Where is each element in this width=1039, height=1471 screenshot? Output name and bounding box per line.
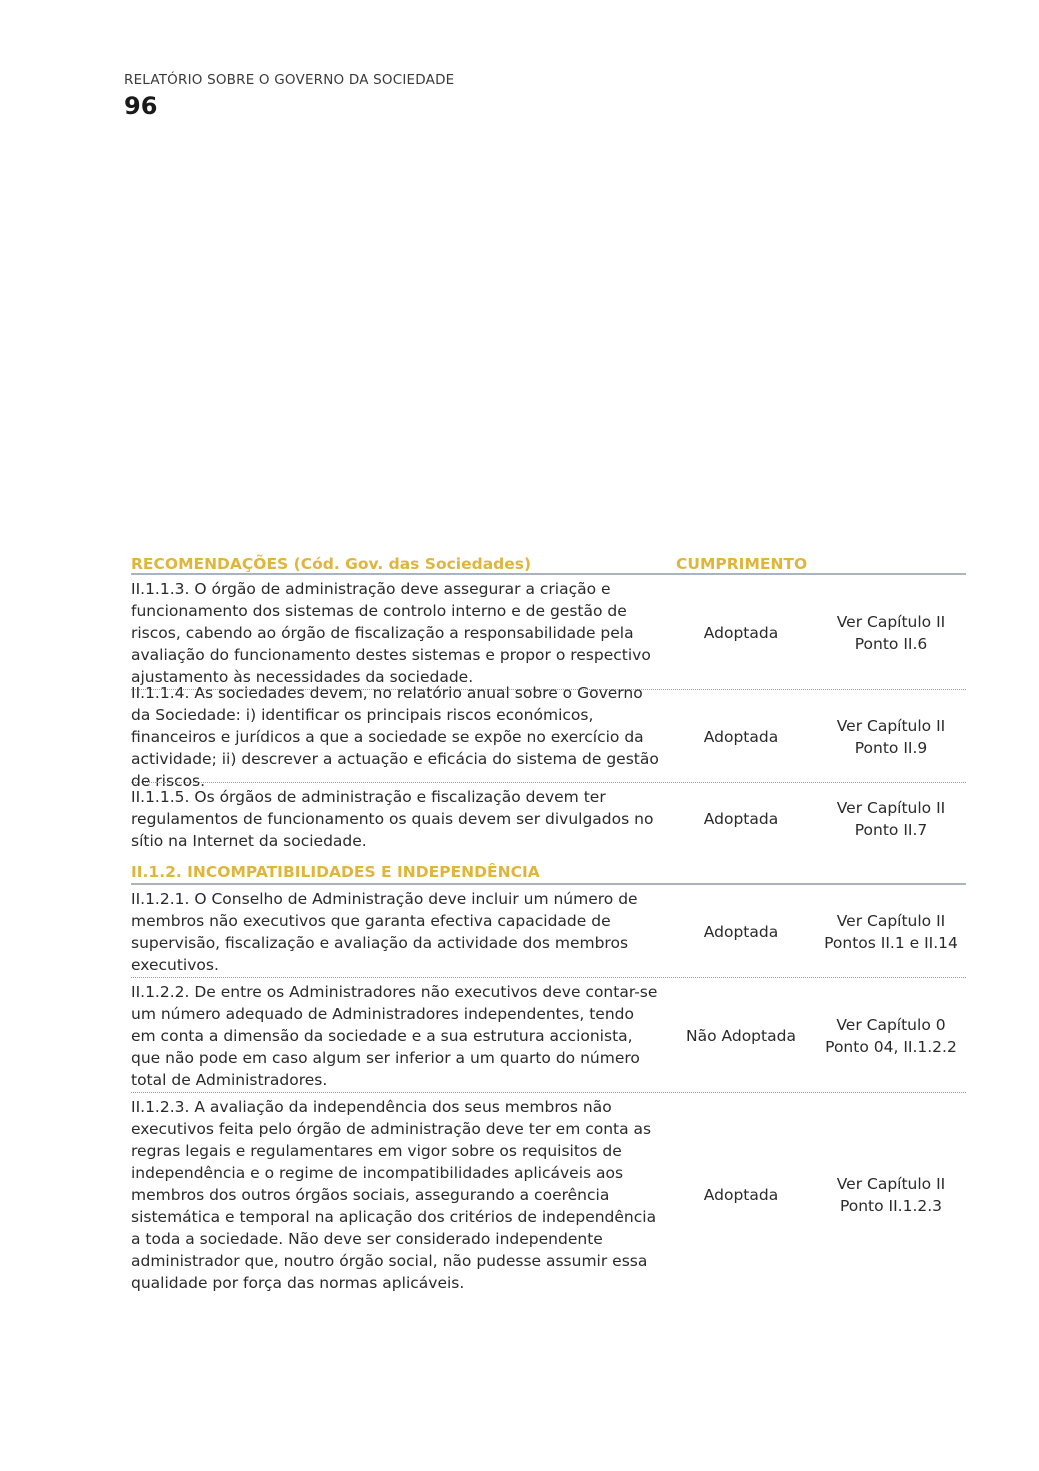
recommendation-text: II.1.1.5. Os órgãos de administração e fiscalização devem ter regulamentos de funcionamento os quais devem ser divulgados no sítio na Internet da sociedade.: [131, 788, 654, 850]
table-header: [131, 548, 966, 575]
table-row: [131, 575, 966, 690]
recommendation-text: II.1.1.4. As sociedades devem, no relatório anual sobre o Governo da Sociedade: i) identificar os principais riscos económicos, financeiros e jurídicos a que a sociedade se expõe no exercício da actividade; ii) descrever a actuação e eficácia do sistema de gestão de riscos.: [131, 683, 659, 790]
chapter-reference: [821, 1014, 961, 1058]
reference-chapter: Ver Capítulo II: [836, 716, 946, 735]
recommendation-text: II.1.2.2. De entre os Administradores não executivos deve contar-se um número adequado de Administradores independentes, tendo em conta a dimensão da sociedade e a sua estrutura accionista, que não pode em caso algum ser inferior a um quarto do número total de Administradores.: [131, 982, 658, 1089]
chapter-reference: [821, 715, 961, 759]
chapter-reference: [821, 1173, 961, 1217]
compliance-status: Não Adoptada: [686, 1026, 796, 1045]
table-row: [131, 683, 966, 790]
reference-point: Ponto 04, II.1.2.2: [825, 1037, 957, 1056]
chapter-reference: [821, 611, 961, 655]
table-row: [131, 978, 966, 1093]
compliance-status: Adoptada: [703, 1186, 779, 1204]
recommendations-table: [131, 548, 966, 1297]
section-title: II.1.2. INCOMPATIBILIDADES E INDEPENDÊNCIA: [131, 855, 966, 885]
reference-chapter: Ver Capítulo II: [836, 1175, 946, 1193]
reference-point: Ponto II.7: [854, 821, 928, 839]
recommendation-text: II.1.1.3. O órgão de administração deve assegurar a criação e funcionamento dos sistemas de controlo interno e de gestão de riscos, cabendo ao órgão de fiscalização a responsabilidade pela avaliação do funcionamento destes sistemas e propor o respectivo ajustamento às necessidades da sociedade.: [131, 579, 651, 686]
reference-chapter: Ver Capítulo II: [836, 911, 946, 930]
reference-chapter: Ver Capítulo II: [836, 612, 946, 631]
compliance-status: Adoptada: [703, 623, 779, 642]
chapter-reference: [821, 910, 961, 954]
running-header: RELATÓRIO SOBRE O GOVERNO DA SOCIEDADE: [124, 72, 455, 88]
column-header-compliance: CUMPRIMENTO: [676, 555, 808, 573]
reference-point: Pontos II.1 e II.14: [824, 933, 958, 952]
recommendation-text: II.1.2.1. O Conselho de Administração deve incluir um número de membros não executivos que garanta efectiva capacidade de supervisão, fiscalização e avaliação da actividade dos membros executivos.: [131, 889, 638, 974]
chapter-reference: [821, 797, 961, 841]
reference-chapter: Ver Capítulo II: [836, 799, 946, 817]
table-row: [131, 885, 966, 978]
page-number: 96: [124, 92, 158, 120]
compliance-status: Adoptada: [703, 922, 779, 941]
compliance-status: Adoptada: [703, 727, 779, 746]
column-header-recommendations: RECOMENDAÇÕES (Cód. Gov. das Sociedades): [131, 555, 532, 573]
table-row: [131, 783, 966, 855]
reference-chapter: Ver Capítulo 0: [836, 1015, 946, 1034]
compliance-status: Adoptada: [703, 810, 779, 828]
recommendation-text: II.1.2.3. A avaliação da independência dos seus membros não executivos feita pelo órgão de administração deve ter em conta as regras legais e regulamentares em vigor sobre os requisitos de independência e o regime de incompatibilidades aplicáveis aos membros dos outros órgãos sociais, assegurando a coerência sistemática e temporal na aplicação dos critérios de independência a toda a sociedade. Não deve ser considerado independente administrador que, noutro órgão social, não pudesse assumir essa qualidade por força das normas aplicáveis.: [131, 1098, 657, 1292]
reference-point: Ponto II.6: [854, 634, 928, 653]
table-row: [131, 1093, 966, 1297]
reference-point: Ponto II.9: [854, 738, 928, 757]
reference-point: Ponto II.1.2.3: [839, 1197, 943, 1215]
